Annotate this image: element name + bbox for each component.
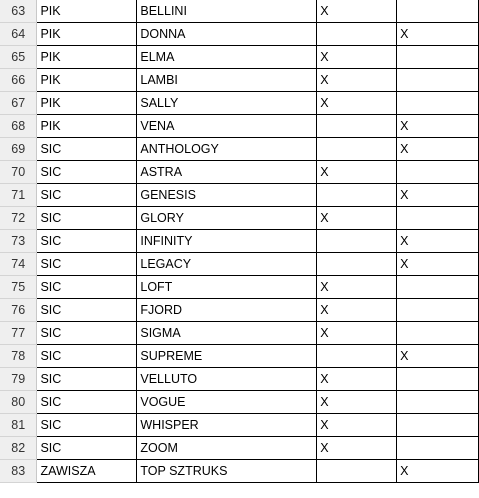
cell-group[interactable]: SIC [37, 138, 137, 161]
cell-name[interactable]: LEGACY [137, 253, 317, 276]
cell-mark-d[interactable] [397, 92, 479, 115]
row-number-header[interactable]: 64 [0, 23, 37, 46]
cell-mark-c[interactable] [317, 115, 397, 138]
cell-group[interactable]: PIK [37, 92, 137, 115]
row-number-header[interactable]: 83 [0, 460, 37, 483]
table-row [0, 253, 479, 276]
cell-group[interactable]: SIC [37, 230, 137, 253]
cell-group[interactable]: PIK [37, 0, 137, 23]
cell-mark-c[interactable] [317, 184, 397, 207]
cell-mark-c[interactable]: X [317, 437, 397, 460]
cell-name[interactable]: SALLY [137, 92, 317, 115]
cell-name[interactable]: LAMBI [137, 69, 317, 92]
cell-mark-d[interactable] [397, 276, 479, 299]
cell-mark-d[interactable] [397, 391, 479, 414]
table-row [0, 23, 479, 46]
row-number-header[interactable]: 66 [0, 69, 37, 92]
cell-name[interactable]: DONNA [137, 23, 317, 46]
row-number-header[interactable]: 71 [0, 184, 37, 207]
cell-mark-c[interactable]: X [317, 322, 397, 345]
table-row [0, 414, 479, 437]
cell-name[interactable]: TOP SZTRUKS [137, 460, 317, 483]
cell-group[interactable]: SIC [37, 184, 137, 207]
row-number-header[interactable]: 79 [0, 368, 37, 391]
cell-group[interactable]: SIC [37, 368, 137, 391]
cell-name[interactable]: INFINITY [137, 230, 317, 253]
cell-mark-c[interactable]: X [317, 92, 397, 115]
cell-group[interactable]: SIC [37, 207, 137, 230]
row-number-header[interactable]: 65 [0, 46, 37, 69]
cell-name[interactable]: GLORY [137, 207, 317, 230]
cell-name[interactable]: ASTRA [137, 161, 317, 184]
table-row [0, 276, 479, 299]
table-row [0, 345, 479, 368]
cell-mark-c[interactable] [317, 345, 397, 368]
cell-group[interactable]: SIC [37, 276, 137, 299]
cell-mark-d[interactable] [397, 368, 479, 391]
table-row [0, 391, 479, 414]
cell-group[interactable]: PIK [37, 115, 137, 138]
cell-group[interactable]: PIK [37, 23, 137, 46]
cell-name[interactable]: BELLINI [137, 0, 317, 23]
cell-mark-d[interactable] [397, 299, 479, 322]
row-number-header[interactable]: 77 [0, 322, 37, 345]
cell-name[interactable]: VOGUE [137, 391, 317, 414]
table-row [0, 437, 479, 460]
row-number-header[interactable]: 74 [0, 253, 37, 276]
cell-name[interactable]: WHISPER [137, 414, 317, 437]
table-row [0, 138, 479, 161]
cell-group[interactable]: PIK [37, 46, 137, 69]
table-row [0, 0, 479, 23]
cell-mark-d[interactable] [397, 161, 479, 184]
cell-mark-c[interactable]: X [317, 276, 397, 299]
cell-group[interactable]: SIC [37, 322, 137, 345]
cell-mark-d[interactable]: X [397, 253, 479, 276]
cell-mark-d[interactable]: X [397, 345, 479, 368]
cell-mark-c[interactable]: X [317, 69, 397, 92]
table-row [0, 161, 479, 184]
cell-group[interactable]: PIK [37, 69, 137, 92]
cell-name[interactable]: FJORD [137, 299, 317, 322]
row-number-header[interactable]: 72 [0, 207, 37, 230]
row-number-header[interactable]: 67 [0, 92, 37, 115]
cell-name[interactable]: ELMA [137, 46, 317, 69]
cell-mark-c[interactable]: X [317, 46, 397, 69]
table-row [0, 46, 479, 69]
row-number-header[interactable]: 80 [0, 391, 37, 414]
cell-name[interactable]: SIGMA [137, 322, 317, 345]
row-number-header[interactable]: 82 [0, 437, 37, 460]
cell-mark-d[interactable] [397, 437, 479, 460]
cell-group[interactable]: SIC [37, 161, 137, 184]
row-number-header[interactable]: 76 [0, 299, 37, 322]
cell-name[interactable]: ANTHOLOGY [137, 138, 317, 161]
cell-mark-c[interactable]: X [317, 161, 397, 184]
cell-group[interactable]: SIC [37, 299, 137, 322]
cell-mark-c[interactable]: X [317, 299, 397, 322]
cell-group[interactable]: SIC [37, 414, 137, 437]
table-row [0, 299, 479, 322]
table-row [0, 207, 479, 230]
cell-mark-d[interactable] [397, 69, 479, 92]
cell-group[interactable]: SIC [37, 437, 137, 460]
cell-group[interactable]: SIC [37, 253, 137, 276]
cell-group[interactable]: SIC [37, 391, 137, 414]
cell-mark-c[interactable]: X [317, 207, 397, 230]
cell-name[interactable]: GENESIS [137, 184, 317, 207]
table-row [0, 230, 479, 253]
cell-mark-d[interactable]: X [397, 230, 479, 253]
cell-mark-d[interactable]: X [397, 23, 479, 46]
cell-mark-d[interactable] [397, 414, 479, 437]
cell-mark-d[interactable] [397, 207, 479, 230]
cell-name[interactable]: ZOOM [137, 437, 317, 460]
cell-mark-d[interactable] [397, 322, 479, 345]
table-row [0, 115, 479, 138]
cell-mark-c[interactable]: X [317, 391, 397, 414]
row-number-header[interactable]: 69 [0, 138, 37, 161]
cell-mark-c[interactable]: X [317, 414, 397, 437]
cell-mark-d[interactable]: X [397, 115, 479, 138]
cell-mark-c[interactable] [317, 23, 397, 46]
table-row [0, 92, 479, 115]
table-row [0, 368, 479, 391]
table-row [0, 69, 479, 92]
cell-mark-d[interactable]: X [397, 184, 479, 207]
cell-mark-d[interactable]: X [397, 138, 479, 161]
row-number-header[interactable]: 73 [0, 230, 37, 253]
cell-group[interactable]: SIC [37, 345, 137, 368]
cell-mark-c[interactable] [317, 253, 397, 276]
table-row [0, 460, 479, 483]
cell-mark-c[interactable]: X [317, 368, 397, 391]
cell-mark-c[interactable]: X [317, 0, 397, 23]
cell-name[interactable]: VENA [137, 115, 317, 138]
row-number-header[interactable]: 75 [0, 276, 37, 299]
row-number-header[interactable]: 68 [0, 115, 37, 138]
cell-name[interactable]: LOFT [137, 276, 317, 299]
cell-name[interactable]: SUPREME [137, 345, 317, 368]
row-number-header[interactable]: 81 [0, 414, 37, 437]
cell-mark-d[interactable] [397, 46, 479, 69]
cell-mark-c[interactable] [317, 230, 397, 253]
cell-mark-d[interactable] [397, 0, 479, 23]
row-number-header[interactable]: 78 [0, 345, 37, 368]
row-number-header[interactable]: 70 [0, 161, 37, 184]
table-row [0, 184, 479, 207]
cell-mark-c[interactable] [317, 460, 397, 483]
row-number-header[interactable]: 63 [0, 0, 37, 23]
cell-mark-d[interactable]: X [397, 460, 479, 483]
cell-group[interactable]: ZAWISZA [37, 460, 137, 483]
cell-name[interactable]: VELLUTO [137, 368, 317, 391]
cell-mark-c[interactable] [317, 138, 397, 161]
table-row [0, 322, 479, 345]
